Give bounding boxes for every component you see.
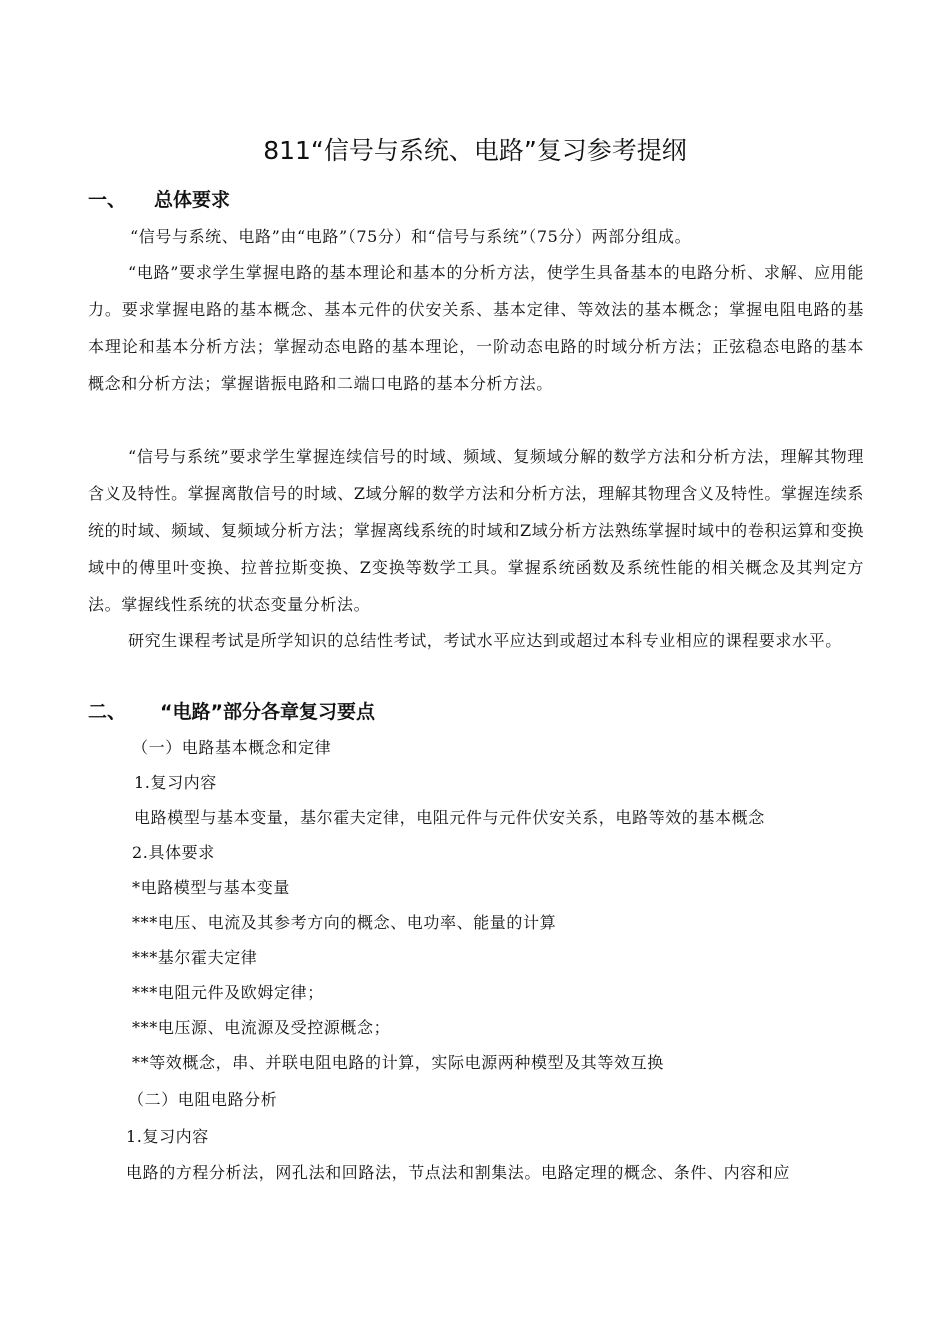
- section-heading-2: [88, 697, 375, 727]
- subsection-heading-1: （一）电路基本概念和定律: [132, 738, 332, 757]
- review-content-text: 电路的方程分析法，网孔法和回路法，节点法和割集法。电路定理的概念、条件、内容和应: [126, 1163, 791, 1182]
- section-heading-1: [88, 185, 230, 215]
- requirement-item: ***电压源、电流源及受控源概念；: [132, 1018, 391, 1037]
- section-label: 总体要求: [154, 189, 231, 211]
- subsection-heading-2: （二）电阻电路分析: [128, 1090, 278, 1109]
- section-label: “电路”部分各章复习要点: [160, 701, 375, 723]
- review-content-label: 1.复习内容: [126, 1127, 209, 1146]
- requirement-item: *电路模型与基本变量: [132, 878, 291, 897]
- requirement-item: ***电阻元件及欧姆定律；: [132, 983, 324, 1002]
- requirement-item: **等效概念，串、并联电阻电路的计算，实际电源两种模型及其等效互换: [132, 1053, 664, 1072]
- requirement-item: ***电压、电流及其参考方向的概念、电功率、能量的计算: [132, 913, 557, 932]
- paragraph-exam-level: 研究生课程考试是所学知识的总结性考试，考试水平应达到或超过本科专业相应的课程要求水平。: [128, 631, 842, 650]
- paragraph-composition: “信号与系统、电路”由“电路”（75分）和“信号与系统”（75分）两部分组成。: [130, 227, 692, 246]
- requirements-label: 2.具体要求: [132, 843, 215, 862]
- paragraph-circuit-requirements: “电路”要求学生掌握电路的基本理论和基本的分析方法，使学生具备基本的电路分析、求解、应用能力。要求掌握电路的基本概念、基本元件的伏安关系、基本定律、等效法的基本概念；掌握电阻电路的基本理论和基本分析方法；掌握动态电路的基本理论，一阶动态电路的时域分析方法；正弦稳态电路的基本概念和分析方法；掌握谐振电路和二端口电路的基本分析方法。: [88, 263, 864, 393]
- document-title: 811“信号与系统、电路”复习参考提纲: [263, 136, 687, 165]
- section-number: 二、: [88, 701, 127, 723]
- review-content-label: 1.复习内容: [134, 773, 217, 792]
- section-number: 一、: [88, 189, 127, 211]
- requirement-item: ***基尔霍夫定律: [132, 948, 258, 967]
- paragraph-signals-requirements: “信号与系统”要求学生掌握连续信号的时域、频域、复频域分解的数学方法和分析方法，理解其物理含义及特性。掌握离散信号的时域、Z域分解的数学方法和分析方法，理解其物理含义及特性。掌握连续系统的时域、频域、复频域分析方法；掌握离线系统的时域和Z域分析方法熟练掌握时域中的卷积运算和变换域中的傅里叶变换、拉普拉斯变换、Z变换等数学工具。掌握系统函数及系统性能的相关概念及其判定方法。掌握线性系统的状态变量分析法。: [88, 447, 864, 614]
- review-content-text: 电路模型与基本变量，基尔霍夫定律，电阻元件与元件伏安关系，电路等效的基本概念: [134, 808, 765, 827]
